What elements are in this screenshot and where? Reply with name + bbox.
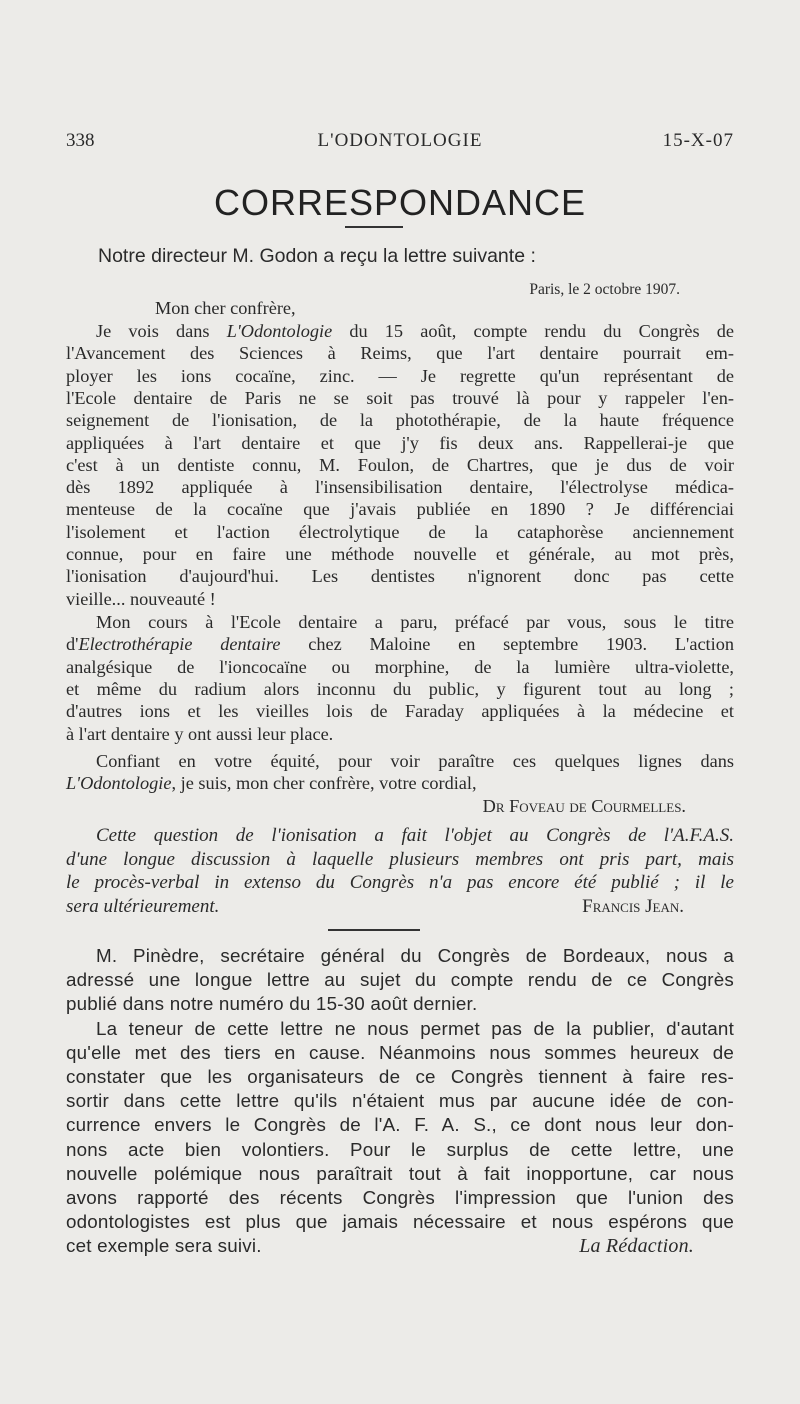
letter-line: appliquées à l'art dentaire et que j'y fis deux ans. Rappellerai-je que <box>66 432 734 453</box>
letter-line: menteuse de la cocaïne que j'avais publiée en 1890 ? Je différenciai <box>66 499 734 520</box>
note-line: d'une longue discussion à laquelle plusieurs membres ont pris part, mais <box>66 848 734 870</box>
issue-date: 15-X-07 <box>662 130 734 151</box>
redaction-signature: La Rédaction. <box>579 1235 694 1258</box>
title-rule <box>345 226 403 228</box>
running-header <box>66 130 734 156</box>
body-line: M. Pinèdre, secrétaire général du Congrès de Bordeaux, nous a <box>96 945 734 966</box>
letter-line: vieille... nouveauté ! <box>66 588 216 609</box>
letter-line: Confiant en votre équité, pour voir paraître ces quelques lignes dans <box>96 751 734 771</box>
intro-line: Notre directeur M. Godon a reçu la lettre suivante : <box>98 245 536 267</box>
letter-line: analgésique de l'ioncocaïne ou morphine, de la lumière ultra-violette, <box>66 656 734 677</box>
separator-rule <box>328 929 420 931</box>
body-line: qu'elle met des tiers en cause. Néanmoins nous sommes heureux de <box>66 1041 734 1063</box>
letter-line: d'autres ions et les vieilles lois de Faraday appliquées à la médecine et <box>66 701 734 722</box>
note-line: le procès-verbal in extenso du Congrès n'a pas encore été publié ; il le <box>66 872 734 893</box>
body-line: adressé une longue lettre au sujet du compte rendu de ce Congrès <box>66 969 734 991</box>
letter-line: L'Odontologie, je suis, mon cher confrère, votre cordial, <box>66 773 477 794</box>
letter-line: l'Ecole dentaire de Paris ne se soit pas trouvé là pour y rappeler l'en- <box>66 387 734 408</box>
letter-line: dès 1892 appliquée à l'insensibilisation dentaire, l'électrolyse médica- <box>66 477 734 498</box>
body-line: sortir dans cette lettre qu'ils n'étaient mus par aucune idée de con- <box>66 1090 734 1112</box>
note-line: sera ultérieurement. Francis Jean. <box>66 895 684 917</box>
letter-line: Mon cours à l'Ecole dentaire a paru, préfacé par vous, sous le titre <box>96 612 734 632</box>
letter-salutation: Mon cher confrère, <box>155 298 296 318</box>
letter-line: d'Electrothérapie dentaire chez Maloine en septembre 1903. L'action <box>66 634 734 655</box>
body-line: nons acte bien volontiers. Pour le surplus de cette lettre, une <box>66 1138 734 1160</box>
body-line: La teneur de cette lettre ne nous permet pas de la publier, d'autant <box>96 1017 734 1039</box>
body-line: constater que les organisateurs de ce Congrès tiennent à faire res- <box>66 1066 734 1087</box>
letter-line: l'isolement et l'action électrolytique de la cataphorèse anciennement <box>66 521 734 542</box>
page-number: 338 <box>66 130 95 151</box>
body-line: publié dans notre numéro du 15-30 août dernier. <box>66 993 478 1015</box>
letter-line: à l'art dentaire y ont aussi leur place. <box>66 723 334 744</box>
body-line: nouvelle polémique nous paraîtrait tout à fait inopportune, car nous <box>66 1162 734 1184</box>
body-line: currence envers le Congrès de l'A. F. A. S., ce dont nous leur don- <box>66 1114 734 1136</box>
letter-line: l'ionisation d'aujourd'hui. Les dentistes n'ignorent donc pas cette <box>66 566 734 587</box>
letter-line: seignement de l'ionisation, de la photothérapie, de la haute fréquence <box>66 410 734 431</box>
section-title: CORRESPONDANCE <box>213 182 587 223</box>
letter-line: Je vois dans L'Odontologie du 15 août, compte rendu du Congrès de <box>96 321 734 341</box>
note-line: Cette question de l'ionisation a fait l'objet au Congrès de l'A.F.A.S. <box>96 825 734 846</box>
letter-line: l'Avancement des Sciences à Reims, que l'art dentaire pourrait em- <box>66 343 734 364</box>
journal-title: L'ODONTOLOGIE <box>317 130 483 151</box>
letter-line: ployer les ions cocaïne, zinc. — Je regrette qu'un représentant de <box>66 365 734 386</box>
letter-dateline: Paris, le 2 octobre 1907. <box>529 281 680 298</box>
body-line: odontologistes est plus que jamais nécessaire et nous espérons que <box>66 1211 734 1233</box>
letter-line: et même du radium alors inconnu du public, y figurent tout au long ; <box>66 678 734 699</box>
note-signature: Francis Jean. <box>582 895 684 917</box>
body-line: avons rapporté des récents Congrès l'impression que l'union des <box>66 1187 734 1208</box>
letter-signature: Dr Foveau de Courmelles. <box>482 796 686 816</box>
letter-line: connue, pour en faire une méthode nouvelle et générale, au mot près, <box>66 544 734 564</box>
body-line: cet exemple sera suivi. La Rédaction. <box>66 1235 694 1258</box>
letter-line: c'est à un dentiste connu, M. Foulon, de Chartres, que je dus de voir <box>66 454 734 475</box>
